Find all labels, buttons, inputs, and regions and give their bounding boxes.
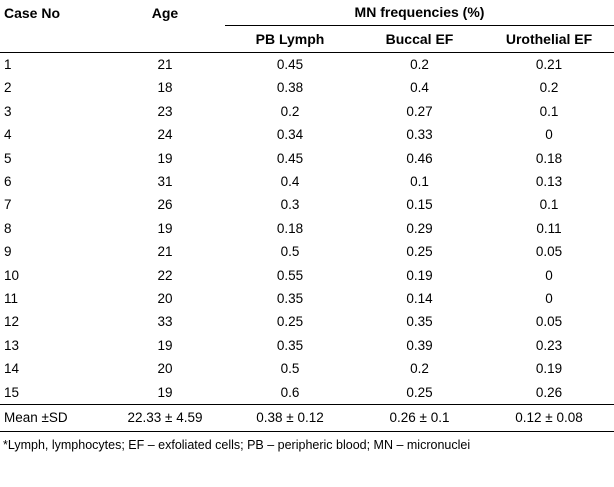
table-row [0,53,614,77]
cell-age: 19 [157,150,173,166]
cell-case-no: 4 [4,127,12,143]
cell-pb-lymph: 0.35 [276,337,304,353]
cell-buccal-ef: 0.25 [406,384,433,400]
cell-urothelial-ef: 0.19 [535,361,563,377]
cell-pb-lymph: 0.5 [280,361,300,377]
cell-summary-urothelial-ef: 0.12 ± 0.08 [484,405,614,432]
cell-pb-lymph: 0.18 [276,220,304,236]
cell-pb-lymph: 0.34 [276,127,304,143]
cell-case-no: 10 [4,267,20,283]
cell-urothelial-ef: 0.2 [539,80,559,96]
column-group-header-mn-frequencies: MN frequencies (%) [225,0,614,26]
cell-buccal-ef: 0.46 [406,150,433,166]
column-header-spacer-case [0,26,105,53]
column-header-case-no: Case No [4,4,61,21]
cell-pb-lymph: 0.5 [280,244,300,260]
table-row [0,310,614,333]
cell-urothelial-ef: 0.05 [535,244,563,260]
cell-case-no: 3 [4,103,12,119]
cell-urothelial-ef: 0.1 [539,103,559,119]
cell-pb-lymph: 0.2 [280,103,300,119]
table-row [0,334,614,357]
cell-case-no: 12 [4,314,20,330]
cell-buccal-ef: 0.19 [406,267,433,283]
cell-case-no: 13 [4,337,20,353]
cell-urothelial-ef: 0.18 [535,150,563,166]
cell-case-no: 8 [4,220,12,236]
table-footnote: *Lymph, lymphocytes; EF – exfoliated cells; PB – peripheric blood; MN – micronuclei [3,438,471,453]
cell-urothelial-ef: 0.11 [536,220,562,236]
cell-case-no: 11 [4,291,19,307]
cell-age: 20 [157,361,173,377]
table-row [0,123,614,146]
cell-pb-lymph: 0.25 [276,314,304,330]
cell-urothelial-ef: 0 [545,267,553,283]
table-row [0,170,614,193]
cell-urothelial-ef: 0.1 [539,197,559,213]
cell-age: 26 [157,197,173,213]
table-header [0,0,614,53]
cell-buccal-ef: 0.33 [406,127,433,143]
cell-age: 19 [157,337,173,353]
table-row [0,357,614,380]
cell-age: 22 [157,267,173,283]
cell-buccal-ef: 0.4 [410,80,429,96]
column-header-buccal-ef: Buccal EF [355,26,484,53]
cell-buccal-ef: 0.27 [406,103,433,119]
cell-summary-buccal-ef: 0.26 ± 0.1 [355,405,484,432]
cell-buccal-ef: 0.14 [406,291,433,307]
cell-case-no: 15 [4,384,20,400]
cell-age: 19 [157,220,173,236]
cell-pb-lymph: 0.45 [276,57,304,72]
cell-buccal-ef: 0.1 [410,174,429,190]
cell-age: 24 [157,127,173,143]
cell-urothelial-ef: 0.23 [535,337,563,353]
cell-case-no: 5 [4,150,12,166]
table-body [0,53,614,432]
cell-age: 33 [157,314,173,330]
table-header-row-1 [0,0,614,26]
cell-urothelial-ef: 0.13 [535,174,563,190]
cell-buccal-ef: 0.25 [406,244,433,260]
cell-pb-lymph: 0.45 [276,150,304,166]
cell-summary-label: Mean ±SD [0,405,105,432]
table-row [0,217,614,240]
table-row [0,264,614,287]
table-row [0,193,614,216]
cell-pb-lymph: 0.38 [276,80,304,96]
cell-pb-lymph: 0.4 [280,174,300,190]
cell-age: 31 [157,174,173,190]
cell-buccal-ef: 0.2 [410,57,429,72]
column-header-spacer-age [105,26,225,53]
table-row [0,100,614,123]
cell-pb-lymph: 0.3 [280,197,300,213]
cell-summary-pb-lymph: 0.38 ± 0.12 [225,405,355,432]
cell-case-no: 6 [4,174,12,190]
table-row [0,76,614,99]
cell-buccal-ef: 0.39 [406,337,433,353]
cell-case-no: 1 [4,57,12,72]
cell-age: 23 [157,103,173,119]
cell-pb-lymph: 0.6 [280,384,300,400]
cell-buccal-ef: 0.15 [406,197,433,213]
column-header-age: Age [151,4,179,21]
cell-urothelial-ef: 0 [545,291,553,307]
cell-case-no: 7 [4,197,12,213]
cell-urothelial-ef: 0.21 [535,57,563,72]
table-row [0,147,614,170]
cell-age: 21 [157,244,173,260]
cell-age: 20 [157,291,173,307]
cell-buccal-ef: 0.2 [410,361,429,377]
table-summary-row [0,405,614,432]
cell-pb-lymph: 0.35 [276,291,304,307]
cell-urothelial-ef: 0.26 [535,384,563,400]
cell-age: 21 [157,57,173,72]
cell-age: 19 [157,384,173,400]
cell-age: 18 [157,80,173,96]
cell-buccal-ef: 0.35 [406,314,433,330]
cell-case-no: 2 [4,80,12,96]
table-row [0,287,614,310]
table-row [0,381,614,405]
cell-pb-lymph: 0.55 [276,267,304,283]
cell-case-no: 9 [4,244,12,260]
table-row [0,240,614,263]
cell-urothelial-ef: 0 [545,127,553,143]
cell-summary-age: 22.33 ± 4.59 [105,405,225,432]
table-header-row-2 [0,26,614,53]
cell-urothelial-ef: 0.05 [535,314,563,330]
column-header-pb-lymph: PB Lymph [225,26,355,53]
cell-buccal-ef: 0.29 [406,220,433,236]
column-header-urothelial-ef: Urothelial EF [484,26,614,53]
cell-case-no: 14 [4,361,20,377]
